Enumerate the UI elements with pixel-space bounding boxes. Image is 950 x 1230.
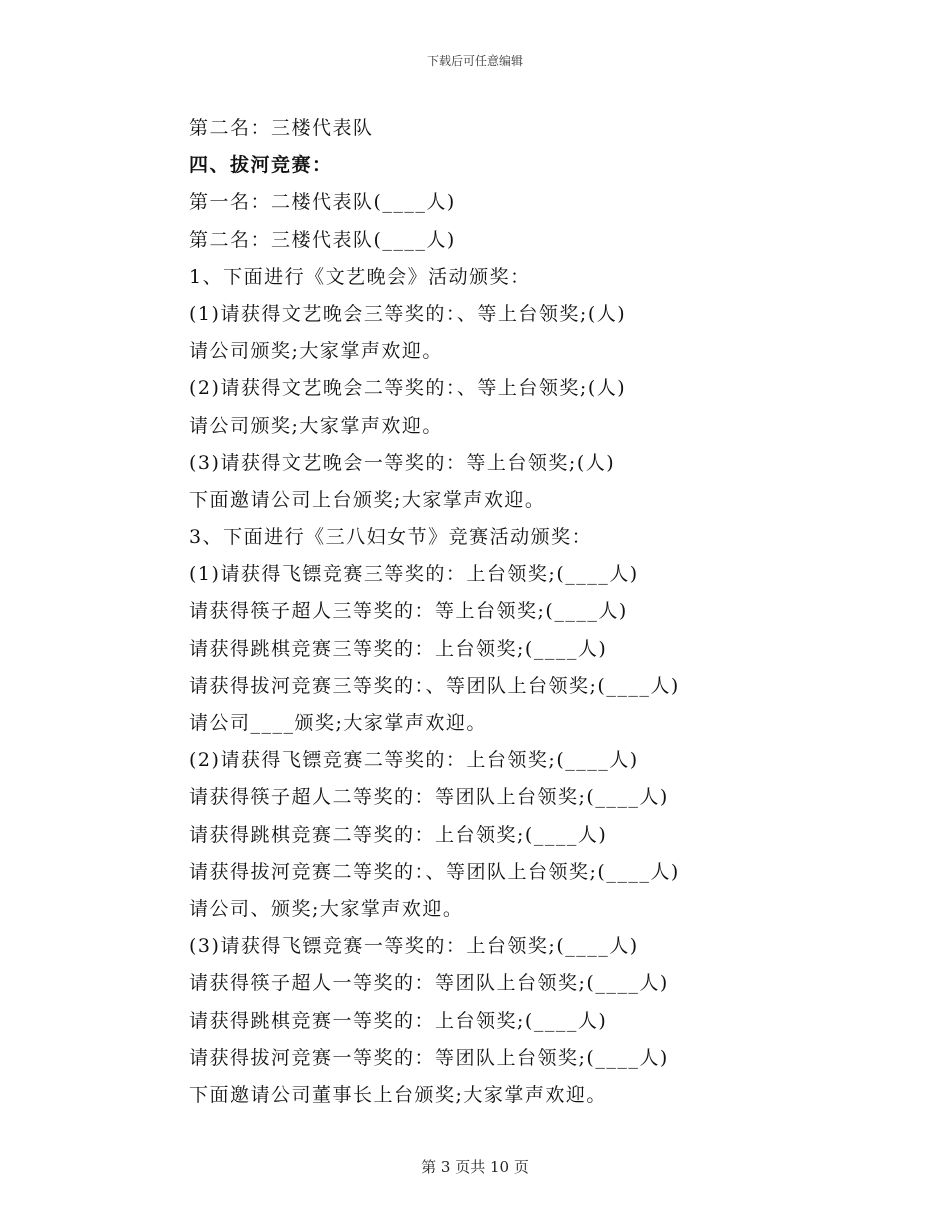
page-footer: 第 3 页共 10 页: [421, 1158, 529, 1176]
text-line: 请获得拔河竞赛三等奖的：、等团队上台领奖;(____人): [189, 674, 680, 697]
text-line: 1、下面进行《文艺晚会》活动颁奖：: [189, 265, 531, 288]
text-line: (1)请获得飞镖竞赛三等奖的：上台领奖;(____人): [189, 563, 639, 586]
text-line: 请公司颁奖;大家掌声欢迎。: [189, 414, 443, 437]
text-line: (3)请获得飞镖竞赛一等奖的：上台领奖;(____人): [189, 935, 639, 958]
text-line: 请获得跳棋竞赛二等奖的：上台领奖;(____人): [189, 823, 608, 846]
text-line: 请获得拔河竞赛一等奖的：等团队上台领奖;(____人): [189, 1046, 669, 1069]
text-line: 请获得筷子超人二等奖的：等团队上台领奖;(____人): [189, 786, 669, 809]
text-line: 请公司____颁奖;大家掌声欢迎。: [189, 712, 487, 734]
text-line: 第二名：三楼代表队: [189, 117, 374, 139]
text-line: 请获得筷子超人一等奖的：等团队上台领奖;(____人): [189, 972, 669, 995]
text-line: 请获得跳棋竞赛一等奖的：上台领奖;(____人): [189, 1009, 608, 1032]
text-line: (2)请获得飞镖竞赛二等奖的：上台领奖;(____人): [189, 749, 639, 772]
text-line: 下面邀请公司上台颁奖;大家掌声欢迎。: [189, 488, 546, 511]
text-line: 3、下面进行《三八妇女节》竞赛活动颁奖：: [189, 526, 593, 549]
text-line: (3)请获得文艺晚会一等奖的：等上台领奖;(人): [189, 451, 616, 474]
text-line: (1)请获得文艺晚会三等奖的：、等上台领奖;(人): [189, 302, 627, 325]
text-line: 请获得筷子超人三等奖的：等上台领奖;(____人): [189, 600, 628, 623]
section-heading: 四、拔河竞赛：: [189, 154, 333, 177]
text-line: 请公司颁奖;大家掌声欢迎。: [189, 340, 443, 363]
text-line: (2)请获得文艺晚会二等奖的：、等上台领奖;(人): [189, 377, 627, 400]
text-line: 第二名：三楼代表队(____人): [189, 228, 456, 251]
text-line: 第一名：二楼代表队(____人): [189, 191, 456, 214]
text-line: 请获得拔河竞赛二等奖的：、等团队上台领奖;(____人): [189, 860, 680, 883]
text-line: 下面邀请公司董事长上台颁奖;大家掌声欢迎。: [189, 1083, 607, 1106]
page-header: 下载后可任意编辑: [426, 54, 523, 68]
text-line: 请公司、颁奖;大家掌声欢迎。: [189, 897, 464, 920]
text-line: 请获得跳棋竞赛三等奖的：上台领奖;(____人): [189, 637, 608, 660]
document-body: [189, 110, 889, 1114]
